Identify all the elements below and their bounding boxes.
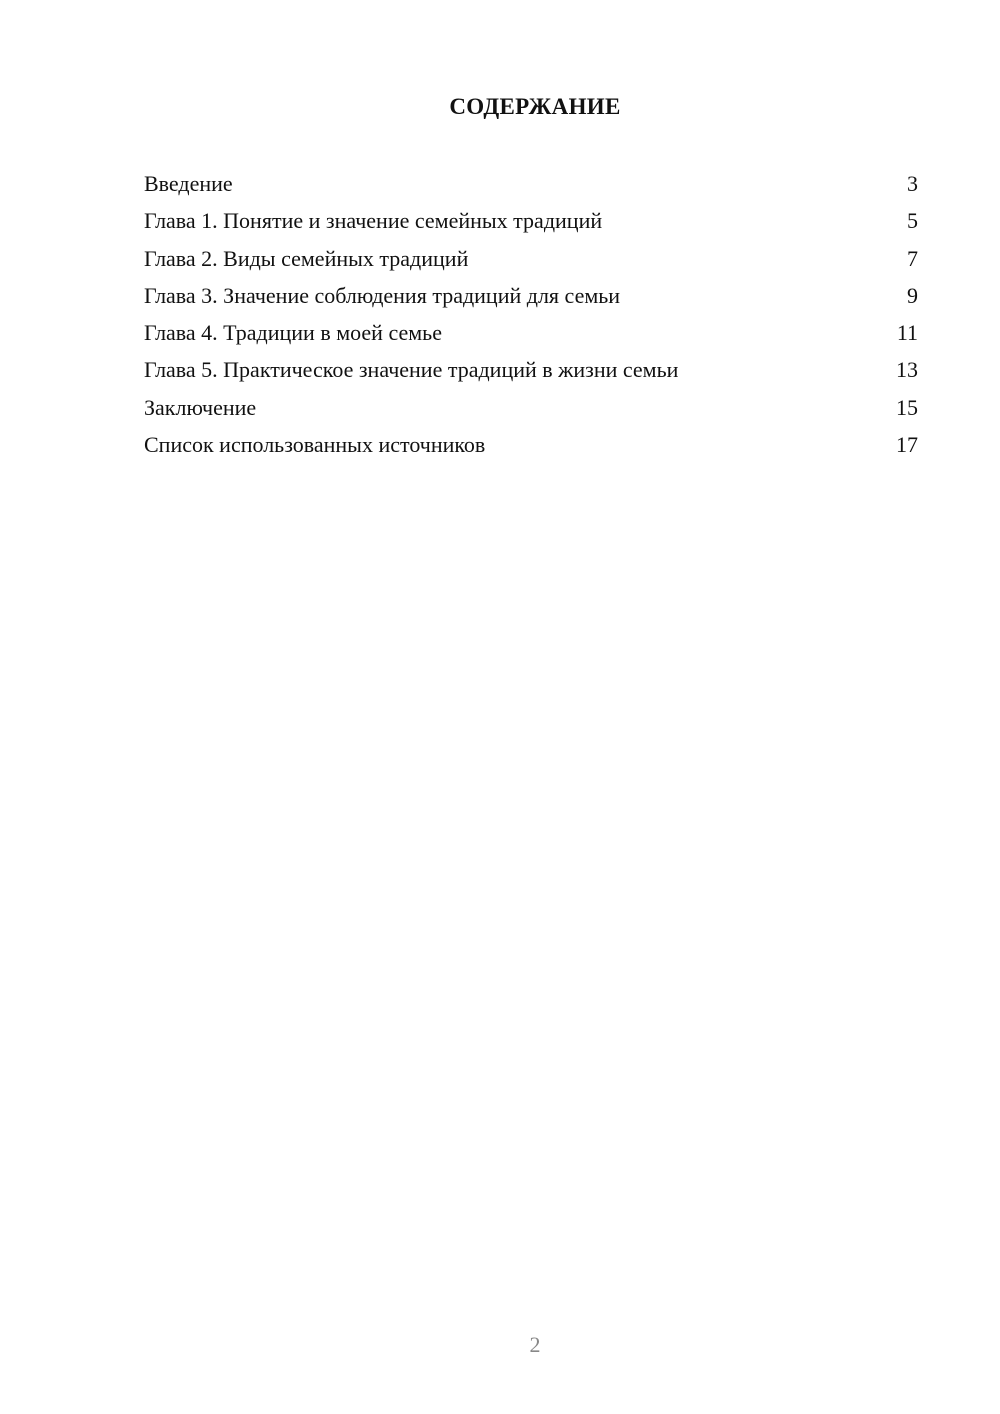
toc-entry-page: 5 bbox=[907, 208, 918, 234]
toc-entry-chapter-5 bbox=[144, 355, 918, 392]
toc-entry-chapter-4 bbox=[144, 318, 918, 355]
toc-entry-title: Глава 5. Практическое значение традиций в жизни семьи bbox=[144, 357, 679, 383]
toc-entry-references bbox=[144, 430, 918, 467]
toc-entry-page: 15 bbox=[896, 394, 918, 420]
toc-entry-title: Глава 2. Виды семейных традиций bbox=[144, 245, 469, 271]
toc-entry-chapter-1 bbox=[144, 206, 918, 243]
toc-entry-chapter-3 bbox=[144, 281, 918, 318]
toc-entry-title: Заключение bbox=[144, 394, 257, 420]
toc-entry-page: 11 bbox=[896, 320, 918, 346]
toc-entry-page: 9 bbox=[907, 282, 918, 308]
toc-entry-title: Список использованных источников bbox=[144, 432, 486, 458]
toc-entry-page: 17 bbox=[896, 432, 918, 458]
toc-entry-title: Глава 1. Понятие и значение семейных традиций bbox=[144, 208, 603, 234]
toc-entry-chapter-2 bbox=[144, 244, 918, 281]
toc-entry-page: 13 bbox=[896, 357, 918, 383]
toc-entry-page: 3 bbox=[907, 171, 918, 196]
page-number: 2 bbox=[529, 1332, 541, 1357]
toc-entry-title: Глава 4. Традиции в моей семье bbox=[144, 320, 442, 346]
toc-entry-title: Введение bbox=[144, 171, 233, 196]
toc-entry-introduction bbox=[144, 169, 918, 206]
toc-entry-title: Глава 3. Значение соблюдения традиций для семьи bbox=[144, 282, 621, 308]
table-of-contents bbox=[144, 169, 918, 467]
toc-entry-conclusion bbox=[144, 393, 918, 430]
page-title: СОДЕРЖАНИЕ bbox=[449, 94, 621, 119]
toc-entry-page: 7 bbox=[907, 245, 918, 271]
